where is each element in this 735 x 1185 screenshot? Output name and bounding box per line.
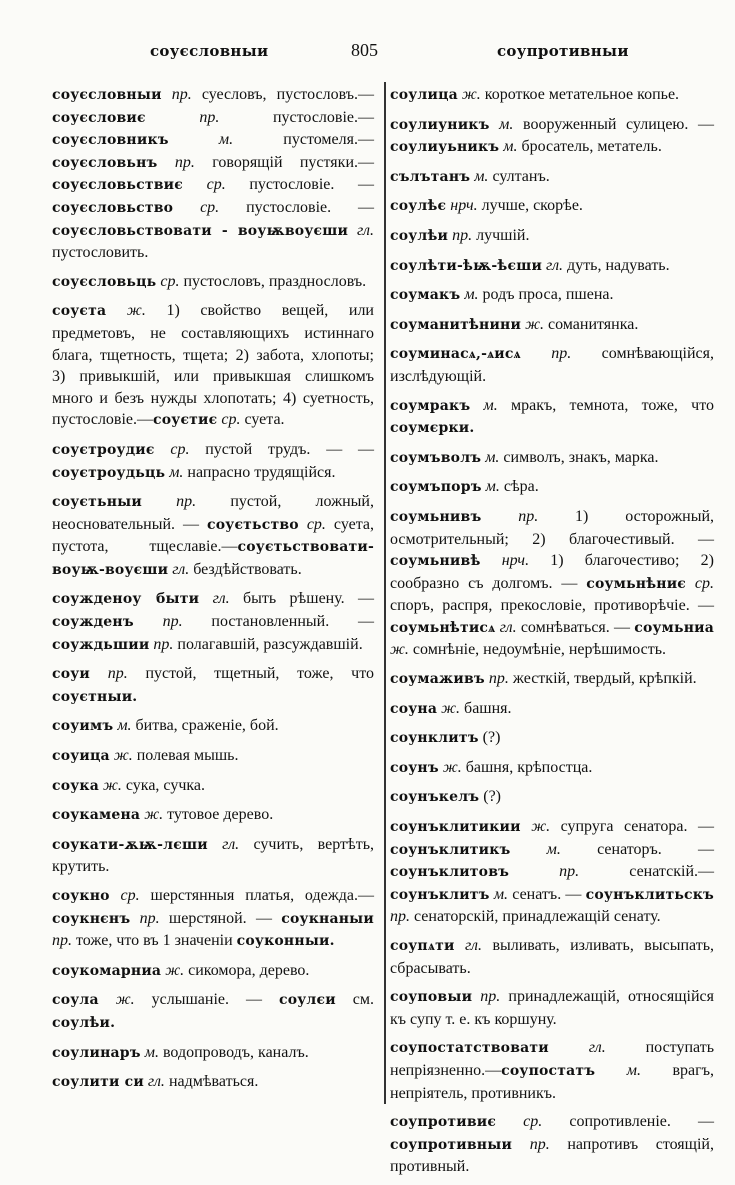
grammar-label: ж. (109, 747, 133, 765)
definition-text: лучше, скорѣе. (477, 197, 583, 215)
dictionary-entry (390, 935, 714, 979)
dictionary-entry (52, 804, 374, 827)
definition-text: споръ, распря, прекословіе, противорѣчіе. — (390, 597, 714, 615)
grammar-label: гл. (348, 221, 374, 239)
headword: соумьнѣниє (586, 575, 687, 592)
grammar-label: м. (510, 840, 561, 858)
grammar-label: ср. (496, 1113, 543, 1131)
grammar-label: нрч. (480, 552, 530, 570)
grammar-label: м. (113, 717, 132, 735)
dictionary-entry (390, 447, 714, 470)
headword: соумъволъ (390, 449, 482, 466)
definition-text: (?) (479, 788, 502, 806)
definition-text: услышаніе. — (134, 991, 279, 1009)
definition-text: выливать, изливать, высыпать, сбрасывать. (390, 937, 714, 977)
definition-text: шерстяной. — (159, 909, 282, 927)
definition-text: сука, сучка. (121, 776, 205, 794)
headword: соуєтроудиє (52, 441, 155, 458)
grammar-label: пр. (512, 1135, 550, 1153)
headword: соукати-ѫѭ-лєши (52, 836, 208, 853)
dictionary-entry (390, 506, 714, 661)
header-right-word: соупротивныи (497, 42, 629, 60)
grammar-label: ж. (438, 758, 462, 776)
headword: соуимъ (52, 718, 114, 735)
dictionary-entry (390, 284, 714, 307)
headword: соуєта (52, 303, 107, 320)
headword: соулєи (278, 992, 336, 1009)
dictionary-entry (390, 668, 714, 691)
definition-text: 1) свойство вещей, или предметовъ, не составляющихъ истиннаго блага, тщетность, тщета; 2) забота, хлопоты; 3) привыкшій, или привыкшая слишкомъ много и безъ нужды хлопотать; 4) суетность, пустословіе.— (52, 302, 374, 429)
headword: соуєтьствовати-воуѭ-воуєши (52, 539, 374, 578)
grammar-label: пр. (161, 86, 192, 103)
headword: соумакъ (390, 287, 461, 304)
headword: соуица (52, 748, 110, 765)
definition-text: соманитянка. (543, 315, 639, 333)
grammar-label: нрч. (446, 197, 478, 215)
dictionary-entry (390, 166, 714, 189)
headword: соуповыи (390, 989, 473, 1006)
headword: соуманитѣнини (390, 316, 522, 333)
definition-text: короткое метательное копье. (480, 86, 680, 103)
definition-text: надмѣваться. (164, 1073, 259, 1091)
dictionary-entry (390, 757, 714, 780)
grammar-label: ж. (161, 961, 185, 979)
grammar-label: пр. (509, 863, 580, 881)
dictionary-entry (390, 1111, 714, 1178)
grammar-label: м. (470, 396, 498, 414)
dictionary-entry (52, 300, 374, 432)
definition-text: сикомора, дерево. (184, 961, 310, 979)
grammar-label: ж. (99, 776, 122, 794)
dictionary-entry (52, 745, 374, 768)
headword: соуждьшии (52, 636, 150, 653)
dictionary-entry (52, 663, 374, 708)
definition-text: см. (335, 991, 374, 1009)
headword: соуна (390, 700, 438, 717)
dictionary-entry (52, 271, 374, 294)
grammar-label: ж. (98, 991, 135, 1009)
left-column (52, 84, 374, 1101)
definition-text: битва, сраженіе, бой. (131, 717, 279, 735)
dictionary-entry (52, 84, 374, 264)
grammar-label: ср. (298, 515, 326, 533)
headword: соунъклитикъ (390, 841, 511, 858)
column-divider (384, 82, 386, 1104)
grammar-label: ж. (140, 806, 164, 824)
grammar-label: гл. (207, 835, 240, 853)
definition-text: напротивъ стоящій, противный. (390, 1135, 714, 1176)
headword: соунклитъ (390, 730, 479, 747)
headword: соупротивиє (390, 1114, 497, 1131)
grammar-label: пр. (520, 345, 572, 363)
dictionary-entry (52, 491, 374, 581)
dictionary-entry (390, 314, 714, 337)
definition-text: сомнѣвающійся, изслѣдующій. (390, 345, 715, 385)
definition-text: пустословіе. — (225, 176, 375, 194)
definition-text: сѣра. (499, 478, 539, 496)
headword: соулиуьникъ (390, 139, 500, 156)
definition-text: пустой, тщетный, тоже, что (127, 665, 375, 683)
definition-text: напрасно трудящійся. (183, 463, 336, 481)
grammar-label: пр. (484, 670, 509, 688)
grammar-label: пр. (472, 988, 501, 1006)
definition-text: полевая мышь. (132, 747, 239, 765)
headword: соуєсловьствовати - воуѭвоуєши (52, 222, 349, 239)
header-left-word: соуєсловныи (150, 42, 269, 60)
headword: соулѣи. (52, 1014, 116, 1031)
grammar-label: ср. (154, 440, 190, 458)
dictionary-entry (390, 343, 714, 387)
grammar-label: ж. (437, 699, 461, 717)
definition-text: бросатель, метатель. (517, 138, 662, 156)
grammar-label: м. (499, 138, 518, 156)
definition-text: тутовое дерево. (163, 806, 274, 824)
dictionary-entry (390, 84, 714, 107)
grammar-label: м. (168, 131, 234, 149)
grammar-label: гл. (143, 1073, 165, 1091)
dictionary-entry (390, 816, 714, 928)
dictionary-entry (52, 960, 374, 983)
definition-text: пустомеля.— (233, 131, 374, 149)
dictionary-entry (390, 727, 714, 750)
headword: соупротивныи (390, 1136, 513, 1153)
headword: соунъкелъ (390, 789, 480, 806)
headword: соуєсловьць (52, 273, 157, 290)
headword: соумєрки. (390, 420, 475, 437)
definition-text: башня. (460, 699, 512, 717)
headword: соуєтроудьць (52, 464, 166, 481)
dictionary-entry (52, 588, 374, 656)
headword: соумьниа (634, 619, 715, 636)
headword: соунъ (390, 759, 439, 776)
headword: соупостатствовати (390, 1040, 549, 1057)
definition-text: пустословить. (52, 244, 149, 262)
headword: соуєтныи. (52, 688, 138, 705)
definition-text: быть рѣшену. — (229, 590, 374, 608)
grammar-label: пр. (448, 226, 473, 244)
grammar-label: м. (481, 478, 500, 496)
definition-text: суета, пустота, тщеславіе.— (52, 515, 374, 556)
headword: соука (52, 777, 100, 794)
definition-text: поступать непріязненно.— (390, 1039, 714, 1079)
definition-text: бездѣйствовать. (189, 560, 302, 578)
definition-text: суета. (240, 411, 285, 429)
definition-text: дуть, надувать. (563, 256, 670, 274)
dictionary-entry (52, 834, 374, 878)
definition-text: султанъ. (488, 167, 550, 185)
headword: соукнєнъ (52, 910, 131, 927)
grammar-label: ср. (173, 198, 220, 216)
headword: соукнаныи (281, 910, 374, 927)
grammar-label: м. (489, 115, 514, 133)
headword: соумъпоръ (390, 479, 482, 496)
definition-text: (?) (478, 729, 501, 747)
headword: соукамена (52, 807, 141, 824)
headword: соунъклитовъ (390, 864, 510, 881)
grammar-label: ср. (182, 176, 226, 194)
headword: соукомарниа (52, 962, 162, 979)
definition-text: пустословъ, празднословъ. (179, 272, 367, 290)
headword: соумаживъ (390, 671, 485, 688)
definition-text: вооруженный сулицею. — (513, 115, 714, 133)
headword: соуєсловникъ (52, 132, 169, 149)
definition-text: родъ проса, пшена. (478, 286, 614, 304)
definition-text: 1) осторожный, осмотрительный; 2) благочестивый. — (390, 507, 715, 548)
page-header (0, 42, 735, 70)
grammar-label: пр. (149, 635, 174, 653)
headword: соунъклитьскъ (585, 886, 714, 903)
definition-text: пустословіе.— (219, 108, 374, 126)
grammar-label: м. (470, 167, 489, 185)
grammar-label: гл. (168, 560, 190, 578)
grammar-label: м. (165, 463, 184, 481)
headword: соумьнѣтисѧ (390, 619, 496, 636)
headword: соула (52, 992, 99, 1009)
headword: соулѣти-ѣѭ-ѣєши (390, 257, 543, 274)
grammar-label: пр. (145, 108, 220, 126)
definition-text: лучшій. (472, 226, 530, 244)
headword: соупѧти (390, 938, 455, 954)
dictionary-entry (52, 989, 374, 1034)
headword: соулица (390, 87, 458, 103)
grammar-label: пр. (52, 932, 72, 950)
headword: соуєтьныи (52, 494, 142, 511)
definition-text: пустословіе. — (219, 198, 374, 216)
grammar-label: пр. (142, 493, 197, 511)
right-column (390, 84, 714, 1185)
headword: соуи (52, 666, 91, 683)
grammar-label: м. (595, 1061, 641, 1079)
definition-text: пустой, ложный, неосновательный. — (52, 493, 374, 533)
grammar-label: ср. (686, 574, 714, 592)
headword: соуконныи. (236, 933, 335, 950)
grammar-label: ж. (521, 315, 544, 333)
grammar-label: ср. (156, 272, 180, 290)
dictionary-entry (390, 195, 714, 218)
grammar-label: ср. (109, 887, 140, 904)
dictionary-entry (390, 255, 714, 278)
grammar-label: гл. (542, 256, 564, 274)
grammar-label: гл. (454, 937, 482, 954)
dictionary-entry (390, 1037, 714, 1104)
dictionary-entry (52, 1042, 374, 1065)
definition-text: сенаторъ. — (560, 840, 715, 858)
headword: соуминасѧ,-ѧисѧ (390, 346, 521, 363)
grammar-label: ж. (390, 641, 409, 659)
definition-text: пустой трудъ. — — (189, 440, 374, 458)
definition-text: говорящій пустяки.— (194, 153, 375, 171)
grammar-label: м. (140, 1043, 159, 1061)
definition-text: жесткій, твердый, крѣпкій. (508, 670, 697, 688)
headword: соужденоу быти (52, 591, 200, 608)
definition-text: тоже, что въ 1 значеніи (72, 932, 237, 950)
definition-text: сенаторскій, принадлежащій сенату. (410, 908, 661, 926)
headword: соумьнивѣ (390, 553, 481, 570)
grammar-label: ж. (520, 818, 551, 836)
dictionary-entry (390, 476, 714, 499)
dictionary-entry (390, 986, 714, 1030)
dictionary-entry (52, 1071, 374, 1094)
definition-text: мракъ, темнота, тоже, что (497, 396, 714, 414)
headword: соумракъ (390, 397, 471, 414)
definition-text: врагъ, непріятель, противникъ. (390, 1061, 714, 1102)
headword: соупостатъ (501, 1062, 596, 1079)
headword: соуєтьство (207, 516, 299, 533)
headword: соукно (52, 888, 110, 904)
dictionary-entry (52, 715, 374, 738)
headword: соулѣє (390, 198, 447, 215)
definition-text: 1) благочестиво; 2) сообразно съ долгомъ. — (390, 552, 714, 592)
headword: соулѣи (390, 227, 449, 244)
headword: соуєтиє (153, 412, 218, 429)
grammar-label: ж. (457, 86, 481, 103)
headword: соуєсловиє (52, 109, 146, 126)
grammar-label: ж. (106, 302, 146, 320)
grammar-label: пр. (157, 153, 195, 171)
definition-text: башня, крѣпостца. (461, 758, 593, 776)
grammar-label: гл. (199, 590, 230, 608)
definition-text: сомнѣніе, недоумѣніе, нерѣшимость. (408, 641, 667, 659)
dictionary-entry (390, 225, 714, 248)
definition-text: сенатъ. — (508, 885, 586, 903)
dictionary-entry (52, 775, 374, 798)
grammar-label: пр. (133, 613, 183, 631)
definition-text: супруга сенатора. — (550, 818, 714, 836)
grammar-label: пр. (481, 507, 539, 525)
headword: соуєсловьствиє (52, 177, 183, 194)
dictionary-entry (52, 885, 374, 953)
headword: соулинаръ (52, 1044, 141, 1061)
headword: соуєсловьство (52, 199, 174, 216)
dictionary-entry (52, 439, 374, 484)
definition-text: сопротивленіе. — (542, 1113, 714, 1131)
definition-text: сучить, вертѣть, крутить. (52, 835, 375, 876)
headword: соумьнивъ (390, 508, 482, 525)
headword: соуєсловьнъ (52, 154, 158, 171)
headword: соуєсловныи (52, 87, 162, 103)
definition-text: сомнѣваться. — (516, 618, 635, 636)
definition-text: принадлежащій, относящійся къ супу т. е. къ коршуну. (390, 988, 715, 1028)
grammar-label: м. (460, 286, 479, 304)
grammar-label: м. (481, 448, 500, 466)
page-number: 805 (351, 40, 378, 60)
grammar-label: пр. (390, 908, 410, 926)
definition-text: сенатскій.— (579, 863, 714, 881)
dictionary-entry (390, 395, 714, 440)
headword: соунъклитикии (390, 819, 521, 836)
grammar-label: пр. (90, 665, 128, 683)
grammar-label: м. (489, 885, 509, 903)
headword: соужденъ (52, 614, 134, 631)
headword: сълътанъ (390, 168, 471, 185)
headword: соунъклитъ (390, 886, 490, 903)
headword: соулиуникъ (390, 116, 490, 133)
grammar-label: гл. (548, 1039, 606, 1057)
dictionary-entry (390, 114, 714, 159)
headword: соулити си (52, 1074, 144, 1091)
dictionary-entry (390, 698, 714, 721)
definition-text: шерстянныя платья, одежда.— (139, 887, 375, 904)
grammar-label: пр. (130, 909, 160, 927)
grammar-label: ср. (217, 411, 241, 429)
definition-text: символъ, знакъ, марка. (499, 448, 659, 466)
definition-text: полагавшій, разсуждавшій. (173, 635, 363, 653)
definition-text: суесловъ, пустословъ.— (191, 86, 375, 103)
definition-text: водопроводъ, каналъ. (158, 1043, 309, 1061)
grammar-label: гл. (495, 618, 517, 636)
definition-text: постановленный. — (182, 613, 375, 631)
dictionary-entry (390, 786, 714, 809)
